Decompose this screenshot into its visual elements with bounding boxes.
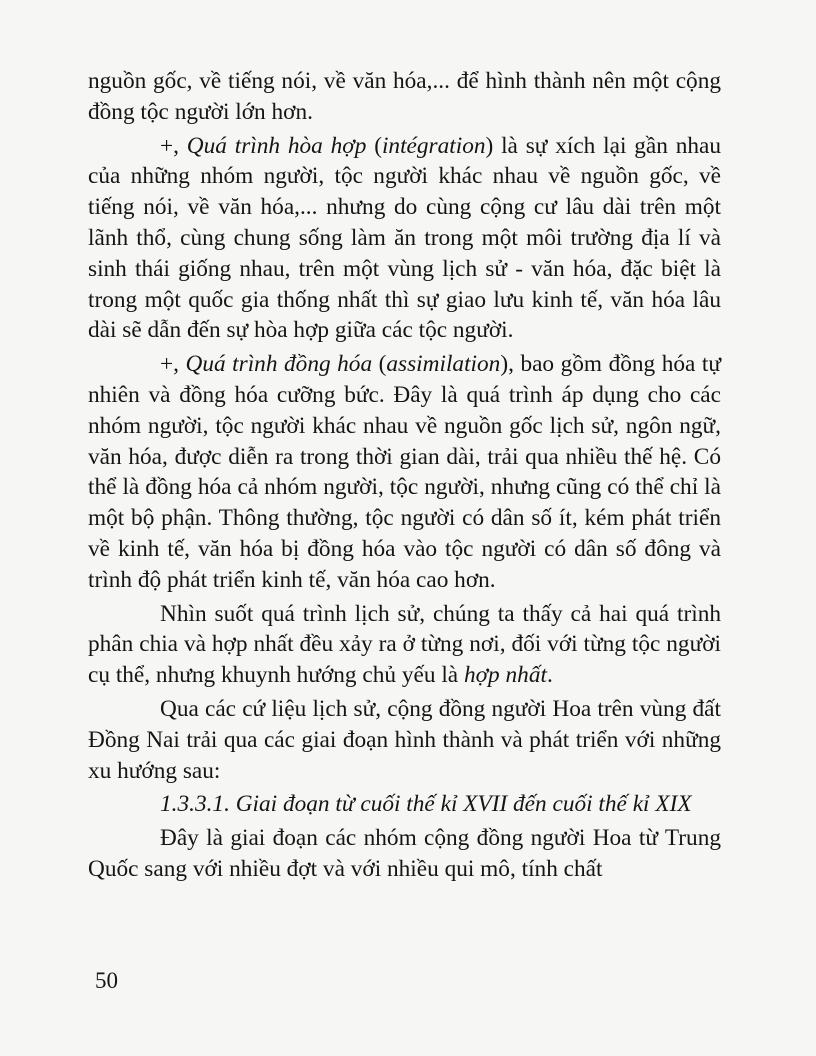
italic-text-run: Quá trình hòa hợp <box>186 132 367 159</box>
paragraph-hoa-community <box>88 694 721 786</box>
text-run: ) là sự xích lại gần nhau của những nhóm người, tộc người khác nhau về nguồn gốc, về tiếng nói, về văn hóa,... nhưng do cùng cộng cư lâu dài trên một lãnh thổ, cùng chung sống làm ăn trong một môi trường địa lí và sinh thái giống nhau, trên một vùng lịch sử - văn hóa, đặc biệt là trong một quốc gia thống nhất thì sự giao lưu kinh tế, văn hóa lâu dài sẽ dẫn đến sự hòa hợp giữa các tộc người. <box>88 132 722 344</box>
italic-text-run: assimilation <box>386 351 501 378</box>
paragraph-integration <box>88 131 721 347</box>
paragraph-continuation <box>88 66 721 128</box>
italic-text-run: hợp nhất <box>463 662 547 689</box>
text-run: Qua các cứ liệu lịch sử, cộng đồng người Hoa trên vùng đất Đồng Nai trải qua các giai đoạn hình thành và phát triển với những xu hướng sau: <box>88 695 721 784</box>
italic-text-run: Quá trình đồng hóa <box>185 351 373 378</box>
text-run: ( <box>366 132 382 159</box>
text-run: nguồn gốc, về tiếng nói, về văn hóa,... để hình thành nên một cộng đồng tộc người lớn hơn. <box>88 68 721 125</box>
paragraph-history-overview <box>88 599 721 691</box>
text-run: Đây là giai đoạn các nhóm cộng đồng người Hoa từ Trung Quốc sang với nhiều đợt và với nhiều qui mô, tính chất <box>88 825 721 882</box>
page-number: 50 <box>95 968 118 993</box>
text-run: ( <box>372 351 387 378</box>
paragraph-period-description <box>88 823 721 885</box>
text-run: ), bao gồm đồng hóa tự nhiên và đồng hóa cưỡng bức. Đây là quá trình áp dụng cho các nhóm người, tộc người khác nhau về nguồn gốc lịch sử, ngôn ngữ, văn hóa, được diễn ra trong thời gian dài, trải qua nhiều thế hệ. Có thể là đồng hóa cả nhóm người, tộc người, nhưng cũng có thể chỉ là một bộ phận. Thông thường, tộc người có dân số ít, kém phát triển về kinh tế, văn hóa bị đồng hóa vào tộc người có dân số đông và trình độ phát triển kinh tế, văn hóa cao hơn. <box>88 351 721 593</box>
text-run: +, <box>160 351 186 378</box>
italic-text-run: intégration <box>381 132 486 159</box>
text-run: +, <box>160 132 187 159</box>
text-run: Nhìn suốt quá trình lịch sử, chúng ta thấy cả hai quá trình phân chia và hợp nhất đều xảy ra ở từng nơi, đối với từng tộc người cụ thể, nhưng khuynh hướng chủ yếu là <box>88 600 721 689</box>
italic-text-run: 1.3.3.1. Giai đoạn từ cuối thế kỉ XVII đến cuối thế kỉ XIX <box>160 791 692 818</box>
text-run: . <box>546 662 553 689</box>
section-heading-1-3-3-1 <box>88 789 721 820</box>
body-text <box>88 66 721 885</box>
paragraph-assimilation <box>88 349 721 595</box>
